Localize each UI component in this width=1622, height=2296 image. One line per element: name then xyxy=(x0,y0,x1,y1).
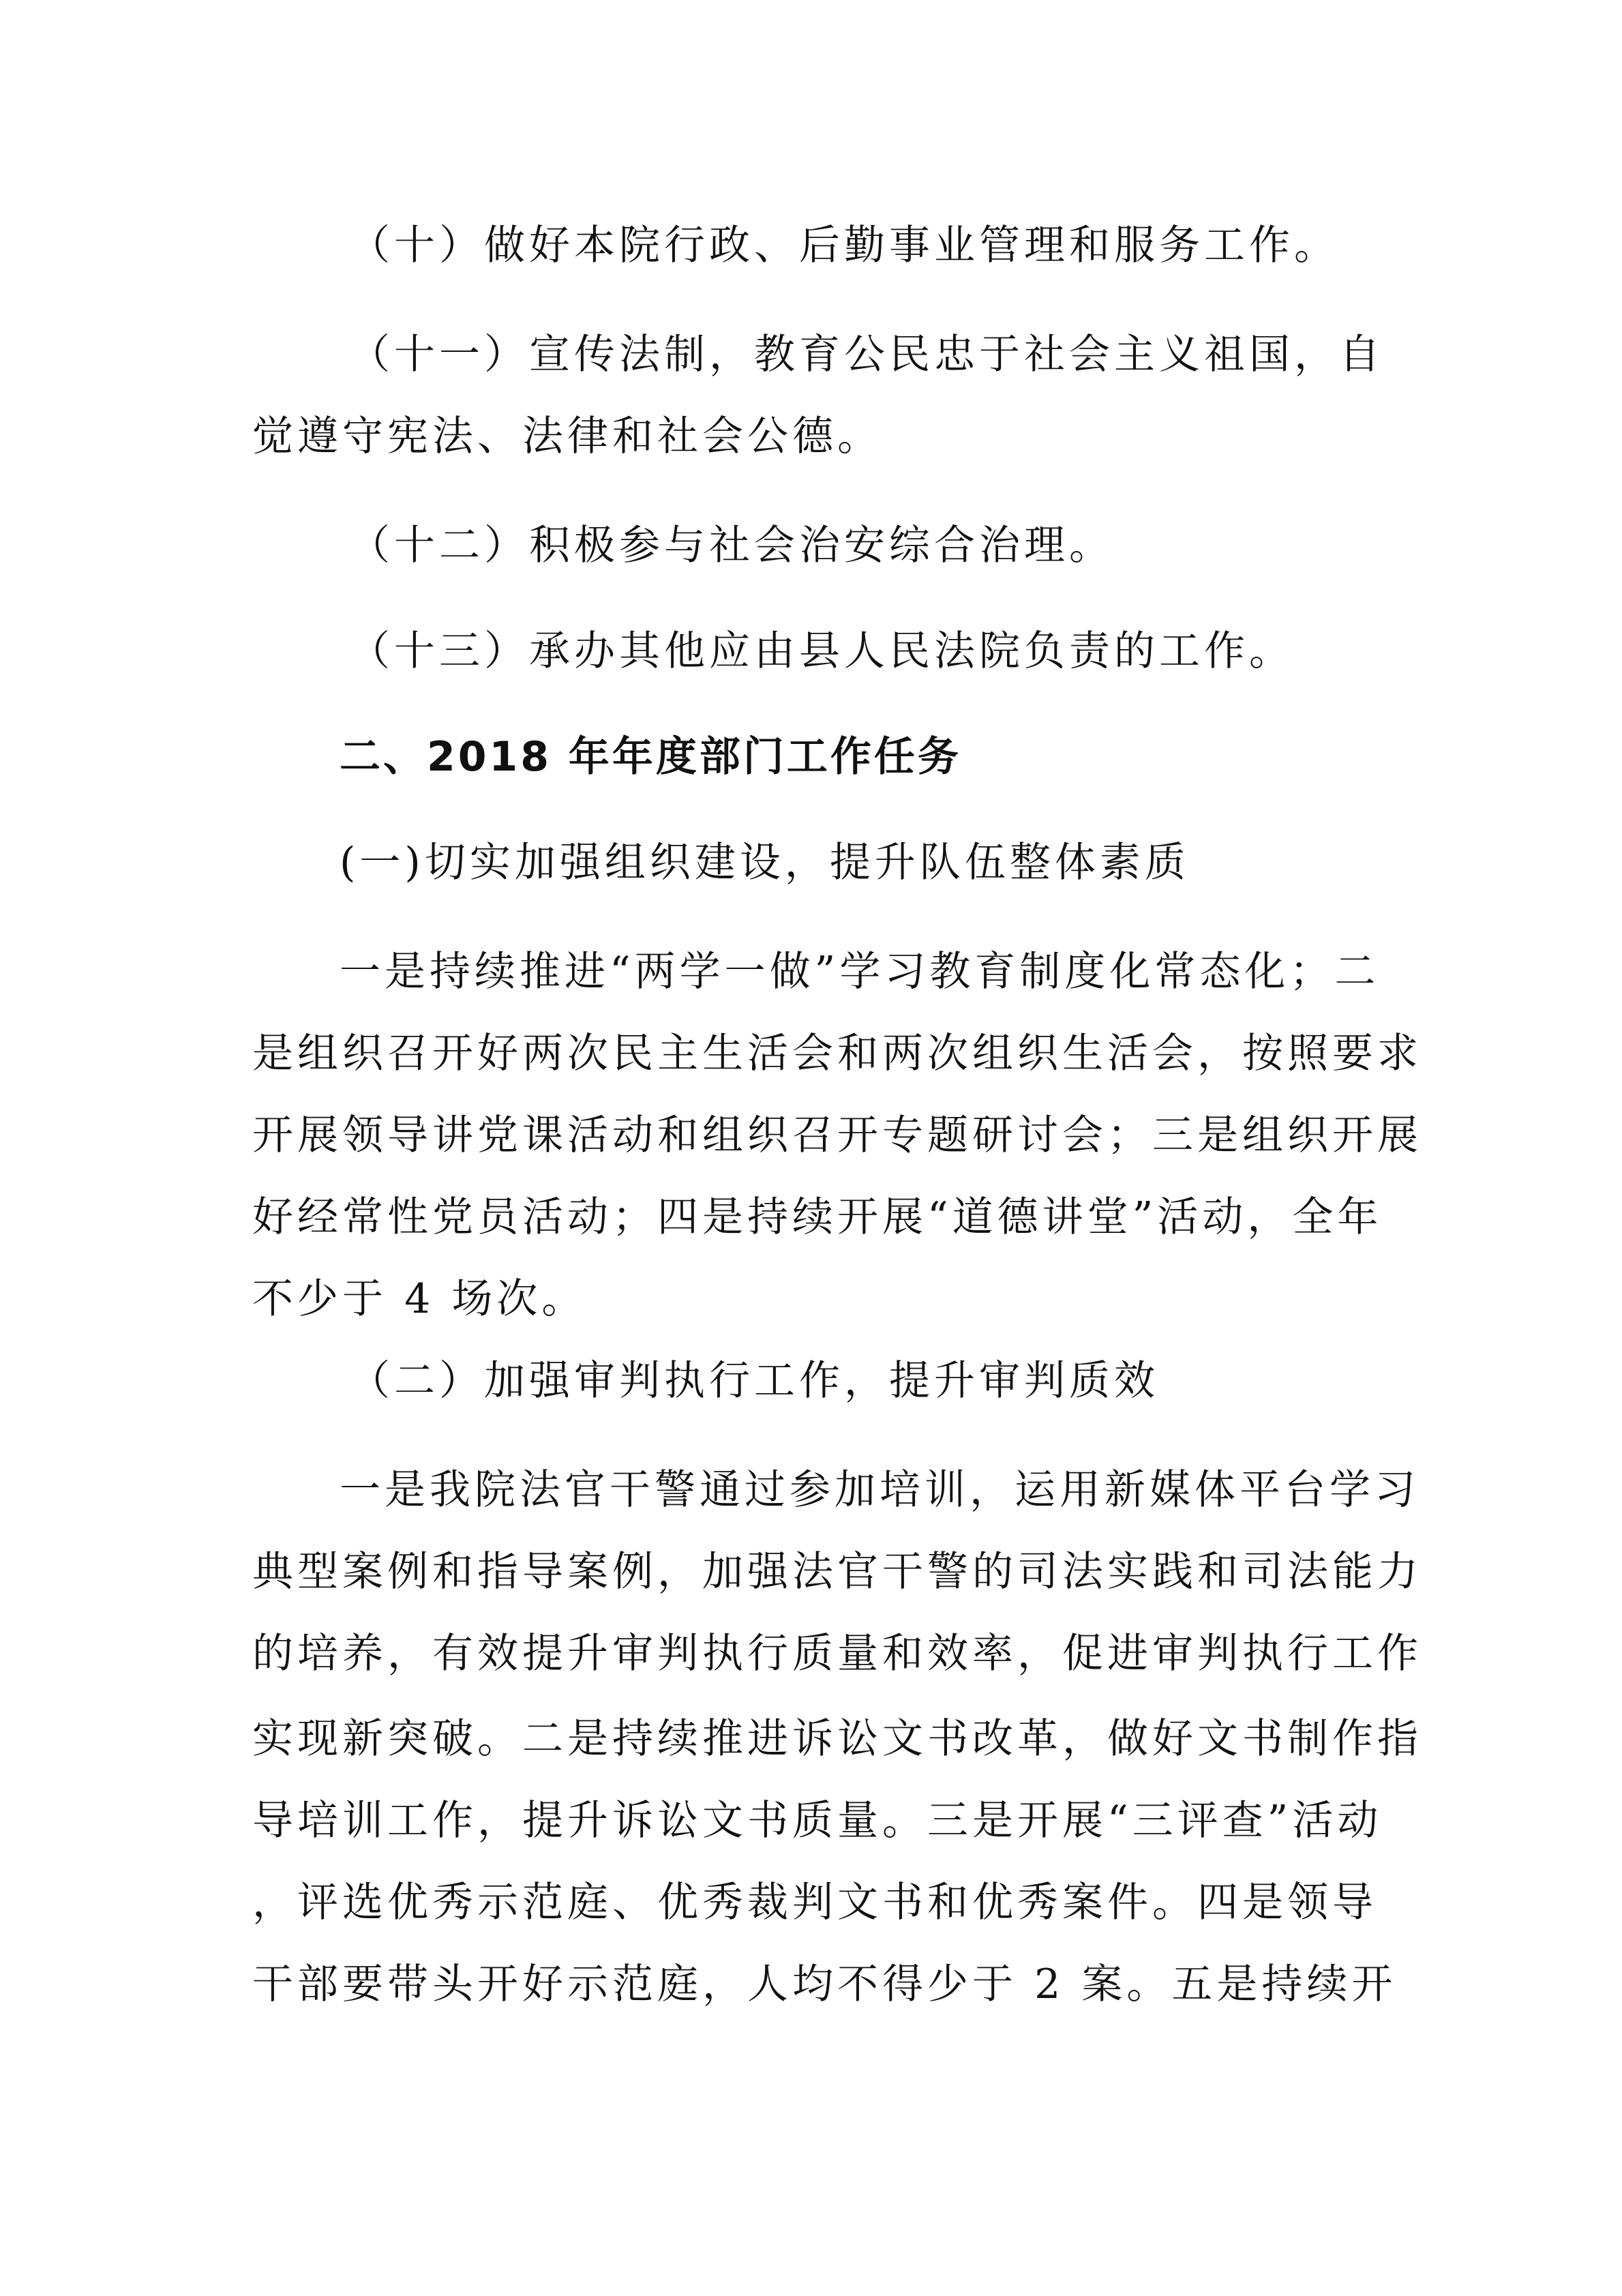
text-line: 干部要带头开好示范庭，人均不得少于 2 案。五是持续开 xyxy=(252,1960,1397,2008)
text-line: 不少于 4 场次。 xyxy=(252,1275,587,1323)
text-line: （十二）积极参与社会治安综合治理。 xyxy=(349,522,1114,569)
subsection-heading: （二）加强审判执行工作，提升审判质效 xyxy=(349,1357,1159,1405)
text-line: 开展领导讲党课活动和组织召开专题研讨会；三是组织开展 xyxy=(252,1112,1422,1159)
text-line: 觉遵守宪法、法律和社会公德。 xyxy=(252,413,882,460)
text-line: 一是持续推进“两学一做”学习教育制度化常态化；二 xyxy=(340,948,1380,996)
subsection-heading: (一)切实加强组织建设，提升队伍整体素质 xyxy=(340,839,1190,886)
text-line: 导培训工作，提升诉讼文书质量。三是开展“三评查”活动 xyxy=(252,1797,1383,1845)
section-heading: 二、2018 年年度部门工作任务 xyxy=(340,733,961,781)
text-line: 好经常性党员活动；四是持续开展“道德讲堂”活动，全年 xyxy=(252,1193,1383,1241)
text-line: 是组织召开好两次民主生活会和两次组织生活会，按照要求 xyxy=(252,1030,1422,1077)
text-line: ，评选优秀示范庭、优秀裁判文书和优秀案件。四是领导 xyxy=(252,1879,1377,1926)
text-line: 实现新突破。二是持续推进诉讼文书改革，做好文书制作指 xyxy=(252,1715,1422,1763)
text-line: 的培养，有效提升审判执行质量和效率，促进审判执行工作 xyxy=(252,1630,1422,1678)
text-line: （十）做好本院行政、后勤事业管理和服务工作。 xyxy=(349,222,1339,269)
text-line: （十三）承办其他应由县人民法院负责的工作。 xyxy=(349,627,1294,675)
text-line: （十一）宣传法制，教育公民忠于社会主义祖国，自 xyxy=(349,331,1384,378)
text-line: 典型案例和指导案例，加强法官干警的司法实践和司法能力 xyxy=(252,1548,1422,1596)
text-line: 一是我院法官干警通过参加培训，运用新媒体平台学习 xyxy=(340,1466,1420,1514)
